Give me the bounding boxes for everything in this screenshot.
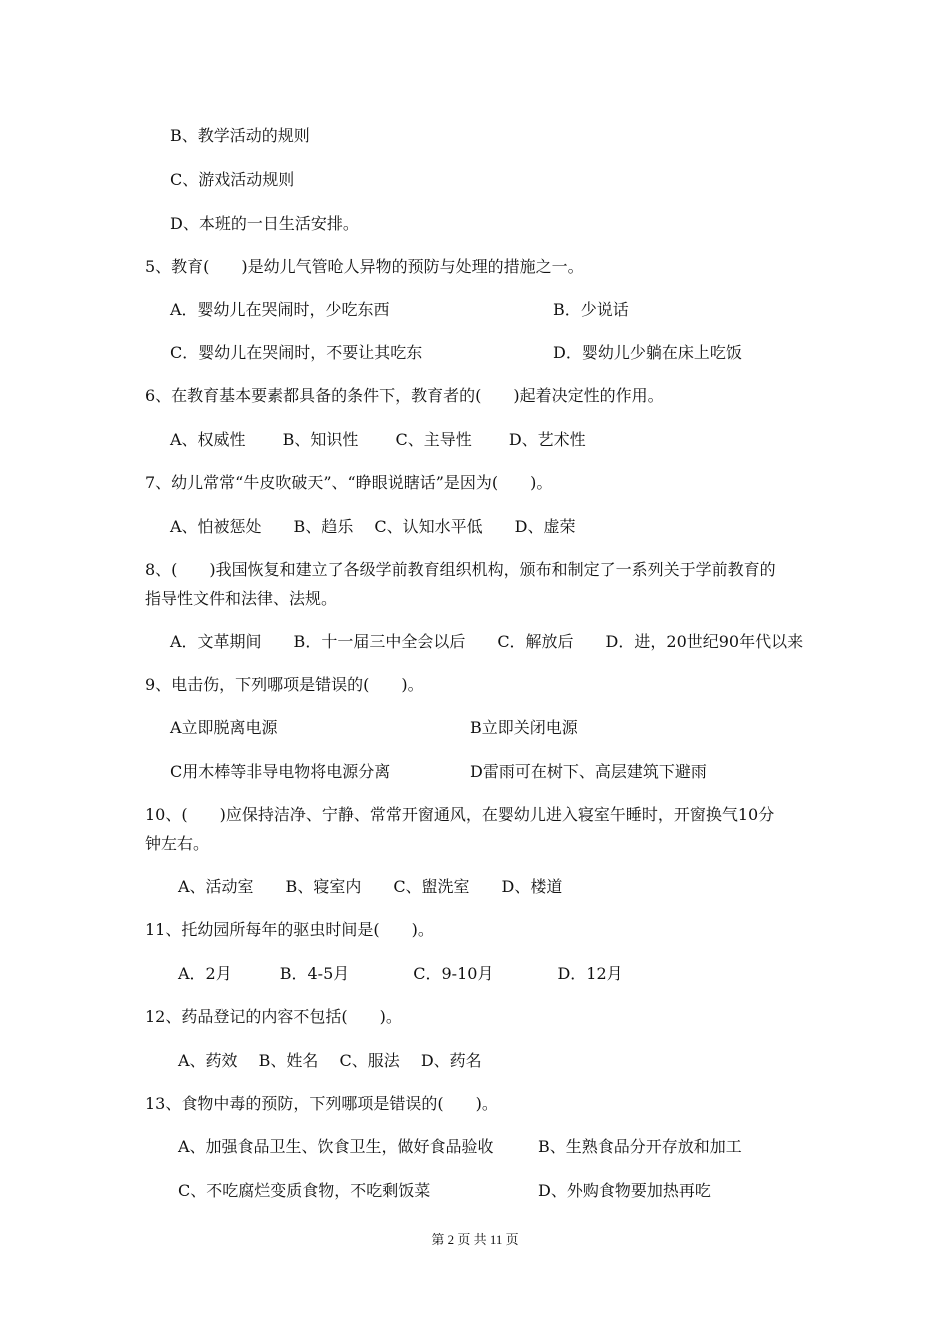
option-c: C．婴幼儿在哭闹时，不要让其吃东 [170,343,423,362]
options-7: A、怕被惩处 B、趋乐 C、认知水平低 D、虚荣 [170,517,576,536]
option-a: A．婴幼儿在哭闹时，少吃东西 [170,300,390,319]
question-8: 8、( )我国恢复和建立了各级学前教育组织机构，颁布和制定了一系列关于学前教育的 [145,560,776,579]
option-d: D．婴幼儿少躺在床上吃饭 [553,343,742,362]
option-b: B．少说话 [553,300,629,319]
options-10: A、活动室 B、寝室内 C、盥洗室 D、楼道 [178,877,563,896]
option-a: A立即脱离电源 [170,718,278,737]
question-7: 7、幼儿常常“牛皮吹破天”、“睁眼说瞎话”是因为( )。 [145,473,553,492]
question-10-cont: 钟左右。 [145,834,210,853]
option-b: B立即关闭电源 [470,718,578,737]
option-d: D、外购食物要加热再吃 [538,1181,711,1200]
option-a: A、加强食品卫生、饮食卫生，做好食品验收 [178,1137,494,1156]
question-11: 11、托幼园所每年的驱虫时间是( )。 [145,920,434,939]
options-8: A．文革期间 B．十一届三中全会以后 C．解放后 D．进，20世纪90年代以来 [170,632,804,651]
option-c: C、游戏活动规则 [170,170,295,189]
option-c: C用木棒等非导电物将电源分离 [170,762,391,781]
question-6: 6、在教育基本要素都具备的条件下，教育者的( )起着决定性的作用。 [145,386,664,405]
options-12: A、药效 B、姓名 C、服法 D、药名 [178,1051,482,1070]
option-b: B、生熟食品分开存放和加工 [538,1137,742,1156]
options-11: A．2月 B．4-5月 C．9-10月 D．12月 [178,964,623,983]
question-5: 5、教育( )是幼儿气管呛人异物的预防与处理的措施之一。 [145,257,584,276]
question-8-cont: 指导性文件和法律、法规。 [145,589,338,608]
option-b: B、教学活动的规则 [170,126,310,145]
page-footer: 第 2 页 共 11 页 [431,1232,519,1247]
question-10: 10、( )应保持洁净、宁静、常常开窗通风，在婴幼儿进入寝室午睡时，开窗换气10分 [145,805,775,824]
options-6: A、权威性 B、知识性 C、主导性 D、艺术性 [170,430,586,449]
option-d: D、本班的一日生活安排。 [170,214,359,233]
question-9: 9、电击伤，下列哪项是错误的( )。 [145,675,424,694]
question-12: 12、药品登记的内容不包括( )。 [145,1007,402,1026]
question-13: 13、食物中毒的预防，下列哪项是错误的( )。 [145,1094,498,1113]
option-d: D雷雨可在树下、高层建筑下避雨 [470,762,707,781]
option-c: C、不吃腐烂变质食物，不吃剩饭菜 [178,1181,431,1200]
